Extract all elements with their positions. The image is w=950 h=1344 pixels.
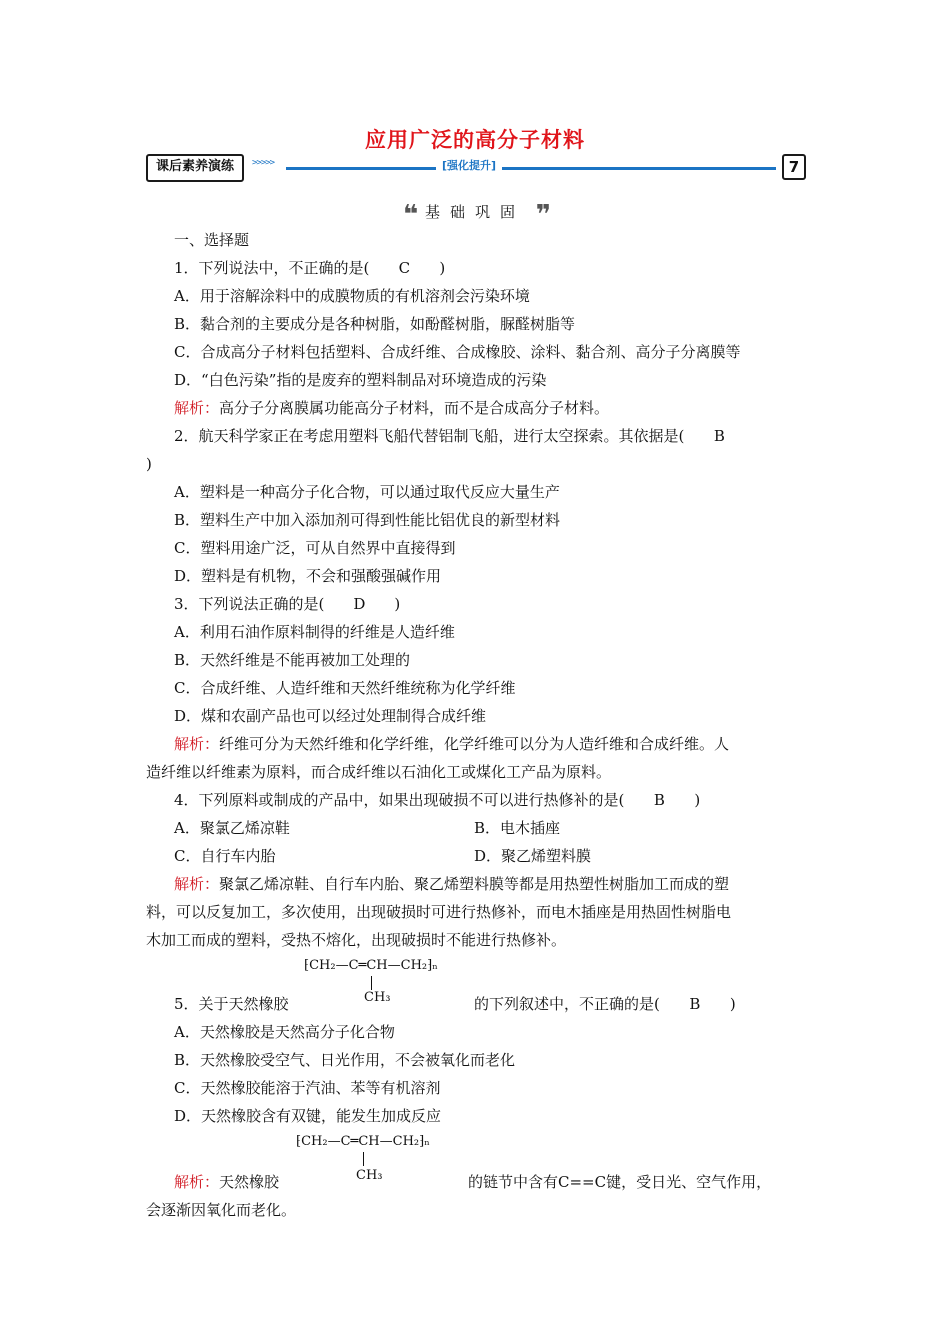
question-stem: 3．下列说法正确的是( (174, 595, 325, 613)
analysis-label: 解析： (174, 1173, 220, 1191)
banner-left-label: 课后素养演练 (146, 154, 244, 182)
section-heading (0, 200, 950, 230)
option: C．自行车内胎 (174, 847, 276, 865)
section-banner (146, 154, 806, 180)
answer: B (713, 427, 725, 445)
question-5: 的下列叙述中，不正确的是( B ) (474, 995, 736, 1013)
analysis-label: 解析： (174, 399, 220, 417)
option: D．煤和农副产品也可以经过处理制得合成纤维 (174, 707, 487, 725)
question-stem: 1．下列说法中，不正确的是( (174, 259, 370, 277)
part-heading: 一、选择题 (174, 231, 250, 249)
answer: B (653, 791, 665, 809)
question-1: 1．下列说法中，不正确的是( C ) (174, 259, 446, 277)
option: D．塑料是有机物，不会和强酸强碱作用 (174, 567, 442, 585)
banner-line (286, 167, 776, 170)
answer: D (353, 595, 366, 613)
analysis-label: 解析： (174, 735, 220, 753)
option: B．天然橡胶受空气、日光作用，不会被氧化而老化 (174, 1051, 516, 1069)
question-stem: 的下列叙述中，不正确的是( (474, 995, 660, 1013)
analysis-continued: 造纤维以纤维素为原料，而合成纤维以石油化工或煤化工产品为原料。 (146, 763, 612, 781)
option: A．聚氯乙烯凉鞋 (174, 819, 290, 837)
structural-formula: ⁅CH₂—C═CH—CH₂⁆ₙ (296, 1134, 430, 1149)
option: B．天然纤维是不能再被加工处理的 (174, 651, 411, 669)
open-quote-icon: ❝ (402, 200, 415, 230)
option: A．塑料是一种高分子化合物，可以通过取代反应大量生产 (174, 483, 560, 501)
option: B．塑料生产中加入添加剂可得到性能比铝优良的新型材料 (174, 511, 561, 529)
banner-number: 7 (782, 154, 806, 180)
analysis: 解析：纤维可分为天然纤维和化学纤维，化学纤维可以分为人造纤维和合成纤维。人 (174, 735, 730, 753)
question-3: 3．下列说法正确的是( D ) (174, 595, 401, 613)
formula-branch-bond (363, 1152, 364, 1166)
option: C．天然橡胶能溶于汽油、苯等有机溶剂 (174, 1079, 441, 1097)
option: B．黏合剂的主要成分是各种树脂，如酚醛树脂，脲醛树脂等 (174, 315, 576, 333)
analysis: 解析：高分子分离膜属功能高分子材料，而不是合成高分子材料。 (174, 399, 610, 417)
section-label: 基础巩固 (424, 203, 525, 221)
option: D．“白色污染”指的是废弃的塑料制品对环境造成的污染 (174, 371, 547, 389)
option: C．合成纤维、人造纤维和天然纤维统称为化学纤维 (174, 679, 516, 697)
option: B．电木插座 (474, 819, 561, 837)
question-stem: 4．下列原料或制成的产品中，如果出现破损不可以进行热修补的是( (174, 791, 625, 809)
question-2 (174, 426, 754, 446)
formula-branch-group: CH₃ (356, 1168, 383, 1183)
banner-center-label: [强化提升] (436, 158, 502, 174)
formula-branch-group: CH₃ (364, 990, 391, 1005)
option: C．合成高分子材料包括塑料、合成纤维、合成橡胶、涂料、黏合剂、高分子分离膜等 (174, 343, 741, 361)
analysis-continued: 的链节中含有C==C键，受日光、空气作用， (468, 1173, 772, 1191)
analysis-continued: 木加工而成的塑料，受热不熔化，出现破损时不能进行热修补。 (146, 931, 567, 949)
analysis-label: 解析： (174, 875, 220, 893)
analysis-continued: 料，可以反复加工，多次使用，出现破损时可进行热修补，而电木插座是用热固性树脂电 (146, 903, 732, 921)
structural-formula: ⁅CH₂—C═CH—CH₂⁆ₙ (304, 958, 438, 973)
option: D．天然橡胶含有双键，能发生加成反应 (174, 1107, 442, 1125)
answer: C (398, 259, 411, 277)
question-5-stem-start: 5．关于天然橡胶 (174, 995, 289, 1013)
option: D．聚乙烯塑料膜 (474, 847, 592, 865)
analysis: 解析：聚氯乙烯凉鞋、自行车内胎、聚乙烯塑料膜等都是用热塑性树脂加工而成的塑 (174, 875, 730, 893)
option: A．用于溶解涂料中的成膜物质的有机溶剂会污染环境 (174, 287, 530, 305)
analysis-continued: 会逐渐因氧化而老化。 (146, 1201, 297, 1219)
page-title: 应用广泛的高分子材料 (365, 127, 585, 152)
question-close: ) (146, 455, 152, 473)
close-quote-icon: ❞ (535, 200, 548, 230)
question-stem: 2．航天科学家正在考虑用塑料飞船代替铝制飞船，进行太空探索。其依据是( (174, 427, 685, 445)
option: A．利用石油作原料制得的纤维是人造纤维 (174, 623, 455, 641)
option: A．天然橡胶是天然高分子化合物 (174, 1023, 395, 1041)
banner-arrows: >>>>> (252, 158, 275, 168)
question-4: 4．下列原料或制成的产品中，如果出现破损不可以进行热修补的是( B ) (174, 791, 701, 809)
answer: B (689, 995, 701, 1013)
option: C．塑料用途广泛，可从自然界中直接得到 (174, 539, 456, 557)
formula-branch-bond (371, 976, 372, 990)
analysis: 解析：天然橡胶 (174, 1173, 280, 1191)
